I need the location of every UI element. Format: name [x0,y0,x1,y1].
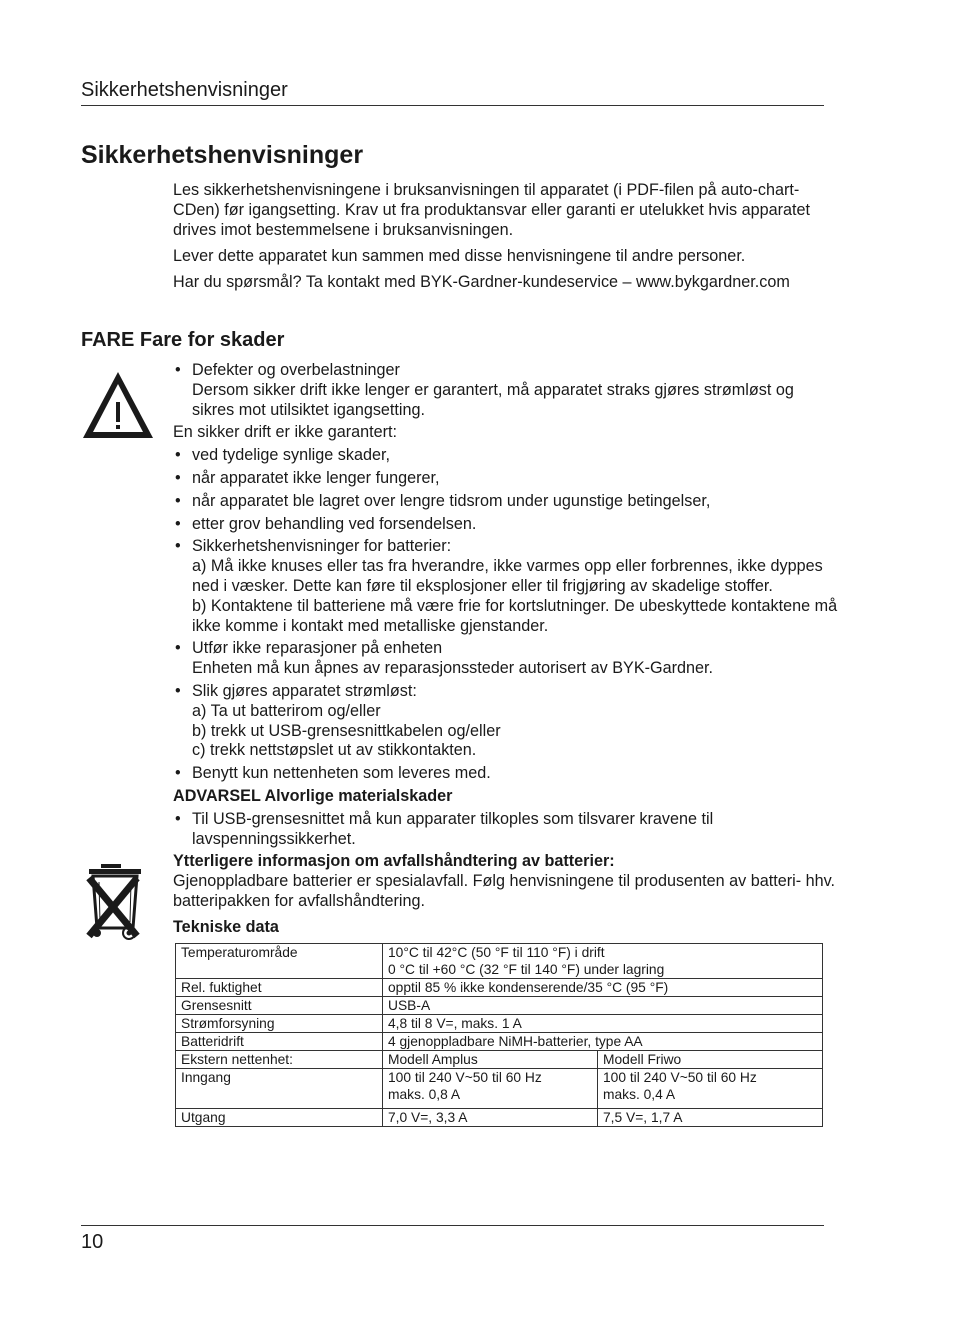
list-item: • Til USB-grensesnittet må kun apparater tilkoples som tilsvarer kravene til lavspenningssikkerhet. [173,810,838,850]
temp-storage: 0 °C til +60 °C (32 °F til 140 °F) under lagring [388,961,665,977]
table-cell: Modell Amplus [383,1050,598,1068]
table-cell: Grensesnitt [176,996,383,1014]
list-item [173,682,838,761]
table-cell: USB-A [383,996,823,1014]
power-off-c: c) trekk nettstøpslet ut av stikkontakten. [192,741,477,760]
table-row [176,1014,823,1032]
list-item: • når apparatet ble lagret over lengre tidsrom under ugunstige betingelser, [173,492,838,512]
table-cell: 4,8 til 8 V=, maks. 1 A [383,1014,823,1032]
table-cell: Temperaturområde [176,943,383,978]
list-item: • etter grov behandling ved forsendelsen. [173,515,838,535]
disposal-text: Gjenoppladbare batterier er spesialavfall. Følg henvisningene til produsenten av batteri- hhv. batteripakken for avfallshåndtering. [173,872,835,910]
table-cell: Strømforsyning [176,1014,383,1032]
input-amplus-max: maks. 0,8 A [388,1086,461,1102]
unsafe-intro: En sikker drift er ikke garantert: [173,423,398,442]
power-off-title: • Slik gjøres apparatet strømløst: [192,681,417,700]
power-off-a: a) Ta ut batterirom og/eller [192,701,381,720]
table-cell: opptil 85 % ikke kondenserende/35 °C (95 °F) [383,978,823,996]
footer-rule [81,1225,824,1226]
running-header: Sikkerhetshenvisninger [81,78,824,106]
table-cell: Modell Friwo [598,1050,823,1068]
table-row [176,1068,823,1108]
table-cell: Batteridrift [176,1032,383,1050]
intro-section [173,180,838,298]
battery-a: a) Må ikke knuses eller tas fra hverandre, ikke varmes opp eller forbrennes, ikke dyppes ned i væsker. Dette kan føre til eksplosjoner eller til frigjøring av skadelige stoffer. [192,557,823,595]
table-cell [383,1068,598,1108]
intro-paragraph: Lever dette apparatet kun sammen med disse henvisningene til andre personer. [173,247,746,265]
input-friwo-max: maks. 0,4 A [603,1086,676,1102]
list-item [173,537,838,636]
list-item [173,639,838,679]
table-cell: Utgang [176,1108,383,1126]
tech-data-table [175,943,823,1127]
disposal-heading: Ytterligere informasjon om avfallshåndtering av batterier: [173,852,615,871]
list-item: • Benytt kun nettenheten som leveres med. [173,764,838,784]
table-row [176,1050,823,1068]
table-row [176,978,823,996]
list-item [173,361,838,420]
table-cell: 7,5 V=, 1,7 A [598,1108,823,1126]
list-item: • når apparatet ikke lenger fungerer, [173,469,838,489]
defects-text: Dersom sikker drift ikke lenger er garantert, må apparatet straks gjøres strømløst og sikres mot utilsiktet igangsetting. [192,380,794,419]
table-cell: Inngang [176,1068,383,1108]
input-friwo-range: 100 til 240 V~50 til 60 Hz [603,1069,757,1085]
input-amplus-range: 100 til 240 V~50 til 60 Hz [388,1069,542,1085]
danger-heading: FARE Fare for skader [81,329,285,351]
tech-heading: Tekniske data [173,917,279,936]
table-cell: 7,0 V=, 3,3 A [383,1108,598,1126]
crossed-out-bin-icon [83,862,147,942]
battery-title: • Sikkerhetshenvisninger for batterier: [192,537,452,556]
safety-content [173,361,838,1127]
table-row [176,1108,823,1126]
intro-paragraph: Les sikkerhetshenvisningene i bruksanvisningen til apparatet (i PDF-filen på auto-chart-CDen) før igangsetting. Krav ut fra produktansvar eller garanti er utelukket hvis apparatet drives imot bestemmelsene i bruksanvisningen. [173,181,811,239]
page-number: 10 [81,1231,104,1253]
table-cell: Ekstern nettenhet: [176,1050,383,1068]
power-off-b: b) trekk ut USB-grensesnittkabelen og/eller [192,721,501,740]
table-row [176,1032,823,1050]
temp-operation: 10°C til 42°C (50 °F til 110 °F) i drift [388,944,605,960]
table-row [176,996,823,1014]
page-title: Sikkerhetshenvisninger [81,141,364,169]
warning-triangle-icon [81,370,155,440]
table-cell: Rel. fuktighet [176,978,383,996]
advarsel-heading: ADVARSEL Alvorlige materialskader [173,786,453,805]
table-cell: 4 gjenoppladbare NiMH-batterier, type AA [383,1032,823,1050]
defects-title: • Defekter og overbelastninger [192,361,400,379]
table-row [176,943,823,978]
list-item: • ved tydelige synlige skader, [173,446,838,466]
battery-b: b) Kontaktene til batteriene må være frie for kortslutninger. De ubeskyttede kontaktene må ikke komme i kontakt med metalliske gjenstander. [192,596,838,635]
table-cell [598,1068,823,1108]
repair-title: • Utfør ikke reparasjoner på enheten [192,639,443,658]
table-cell [383,943,823,978]
repair-text: Enheten må kun åpnes av reparasjonssteder autorisert av BYK-Gardner. [192,659,713,678]
intro-paragraph: Har du spørsmål? Ta kontakt med BYK-Gardner-kundeservice – www.bykgardner.com [173,273,790,291]
